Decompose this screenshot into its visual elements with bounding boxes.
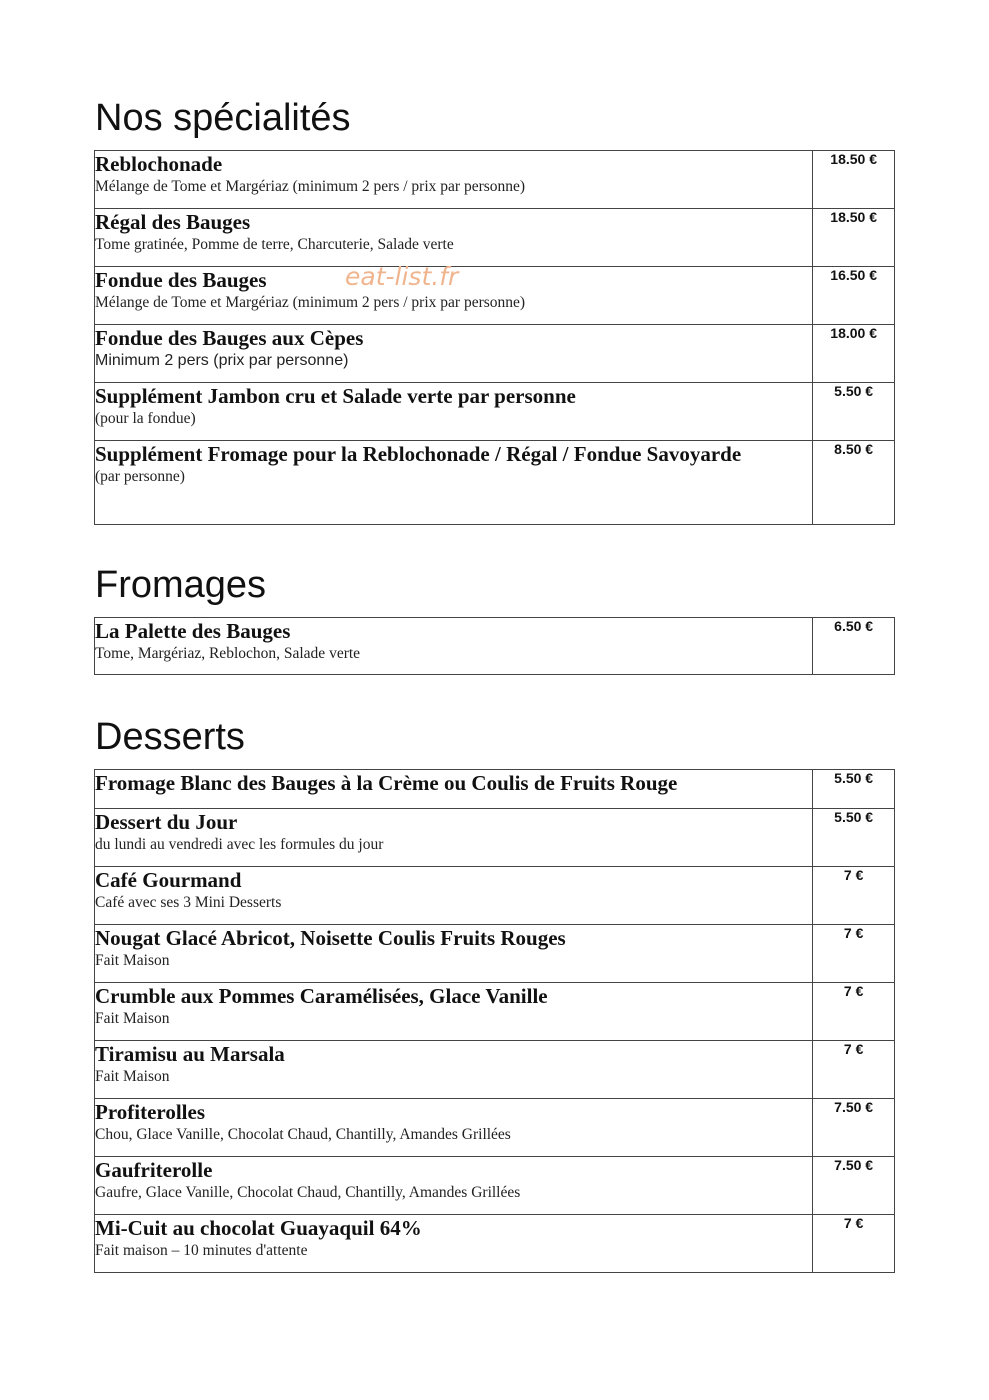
item-name: La Palette des Bauges (95, 619, 291, 643)
item-description: du lundi au vendredi avec les formules du jour (95, 836, 384, 853)
item-price: 5.50 € (813, 770, 895, 809)
item-name: Régal des Bauges (95, 210, 251, 234)
menu-row (95, 151, 895, 209)
item-name: Reblochonade (95, 152, 223, 176)
item-description-cell (95, 209, 813, 267)
item-name: Nougat Glacé Abricot, Noisette Coulis Fruits Rouges (95, 926, 566, 950)
item-price: 18.50 € (813, 209, 895, 267)
item-price: 16.50 € (813, 267, 895, 325)
item-description: Minimum 2 pers (prix par personne) (95, 352, 349, 369)
item-price: 18.00 € (813, 325, 895, 383)
item-price: 7.50 € (813, 1157, 895, 1215)
item-description: Fait Maison (95, 1010, 170, 1027)
item-description-cell (95, 1215, 813, 1273)
menu-row (95, 441, 895, 525)
item-name: Café Gourmand (95, 868, 242, 892)
menu-row (95, 925, 895, 983)
menu-row (95, 983, 895, 1041)
menu-row (95, 1099, 895, 1157)
item-description: Gaufre, Glace Vanille, Chocolat Chaud, Chantilly, Amandes Grillées (95, 1184, 521, 1201)
item-name: Profiterolles (95, 1100, 206, 1124)
item-name: Gaufriterolle (95, 1158, 213, 1182)
menu-row (95, 325, 895, 383)
item-name: Fromage Blanc des Bauges à la Crème ou Coulis de Fruits Rouge (95, 771, 678, 795)
section-title-fromages: Fromages (95, 564, 267, 606)
menu-row (95, 383, 895, 441)
item-price: 7 € (813, 1041, 895, 1099)
item-description-cell (95, 925, 813, 983)
item-description-cell (95, 441, 813, 525)
item-price: 7 € (813, 1215, 895, 1273)
menu-row (95, 267, 895, 325)
section-title-specialites: Nos spécialités (95, 97, 351, 139)
item-description: (pour la fondue) (95, 410, 196, 427)
item-price: 18.50 € (813, 151, 895, 209)
item-price: 8.50 € (813, 441, 895, 525)
item-name: Mi-Cuit au chocolat Guayaquil 64% (95, 1216, 422, 1240)
item-description-cell (95, 1099, 813, 1157)
item-description: (par personne) (95, 468, 185, 485)
menu-row (95, 809, 895, 867)
item-description-cell (95, 1157, 813, 1215)
item-price: 6.50 € (813, 618, 895, 675)
specialites-table (94, 150, 895, 525)
item-description-cell (95, 770, 813, 809)
item-price: 7 € (813, 867, 895, 925)
item-name: Fondue des Bauges aux Cèpes (95, 326, 364, 350)
item-description: Chou, Glace Vanille, Chocolat Chaud, Chantilly, Amandes Grillées (95, 1126, 511, 1143)
fromages-table (94, 617, 895, 675)
menu-row (95, 770, 895, 809)
item-name: Tiramisu au Marsala (95, 1042, 285, 1066)
section-title-desserts: Desserts (95, 716, 245, 758)
menu-row (95, 209, 895, 267)
menu-row (95, 1041, 895, 1099)
item-description-cell (95, 809, 813, 867)
menu-row (95, 867, 895, 925)
menu-row (95, 1157, 895, 1215)
item-description: Café avec ses 3 Mini Desserts (95, 894, 282, 911)
menu-row (95, 618, 895, 675)
watermark-logo: eat-list.fr (345, 262, 459, 291)
item-price: 7 € (813, 925, 895, 983)
item-description-cell (95, 383, 813, 441)
item-description: Fait Maison (95, 1068, 170, 1085)
item-description: Fait Maison (95, 952, 170, 969)
desserts-table (94, 769, 895, 1273)
item-description-cell (95, 867, 813, 925)
item-description-cell (95, 1041, 813, 1099)
item-description-cell (95, 151, 813, 209)
item-description: Mélange de Tome et Margériaz (minimum 2 pers / prix par personne) (95, 294, 526, 311)
item-price: 7.50 € (813, 1099, 895, 1157)
item-description: Mélange de Tome et Margériaz (minimum 2 pers / prix par personne) (95, 178, 526, 195)
item-name: Supplément Jambon cru et Salade verte par personne (95, 384, 576, 408)
item-name: Fondue des Bauges (95, 268, 267, 292)
item-description: Fait maison – 10 minutes d'attente (95, 1242, 308, 1259)
item-name: Supplément Fromage pour la Reblochonade / Régal / Fondue Savoyarde (95, 442, 742, 466)
item-description-cell (95, 618, 813, 675)
item-description: Tome, Margériaz, Reblochon, Salade verte (95, 645, 361, 662)
item-description: Tome gratinée, Pomme de terre, Charcuterie, Salade verte (95, 236, 454, 253)
item-price: 7 € (813, 983, 895, 1041)
item-price: 5.50 € (813, 809, 895, 867)
menu-row (95, 1215, 895, 1273)
item-name: Crumble aux Pommes Caramélisées, Glace Vanille (95, 984, 548, 1008)
item-name: Dessert du Jour (95, 810, 238, 834)
item-description-cell (95, 983, 813, 1041)
item-price: 5.50 € (813, 383, 895, 441)
item-description-cell (95, 325, 813, 383)
